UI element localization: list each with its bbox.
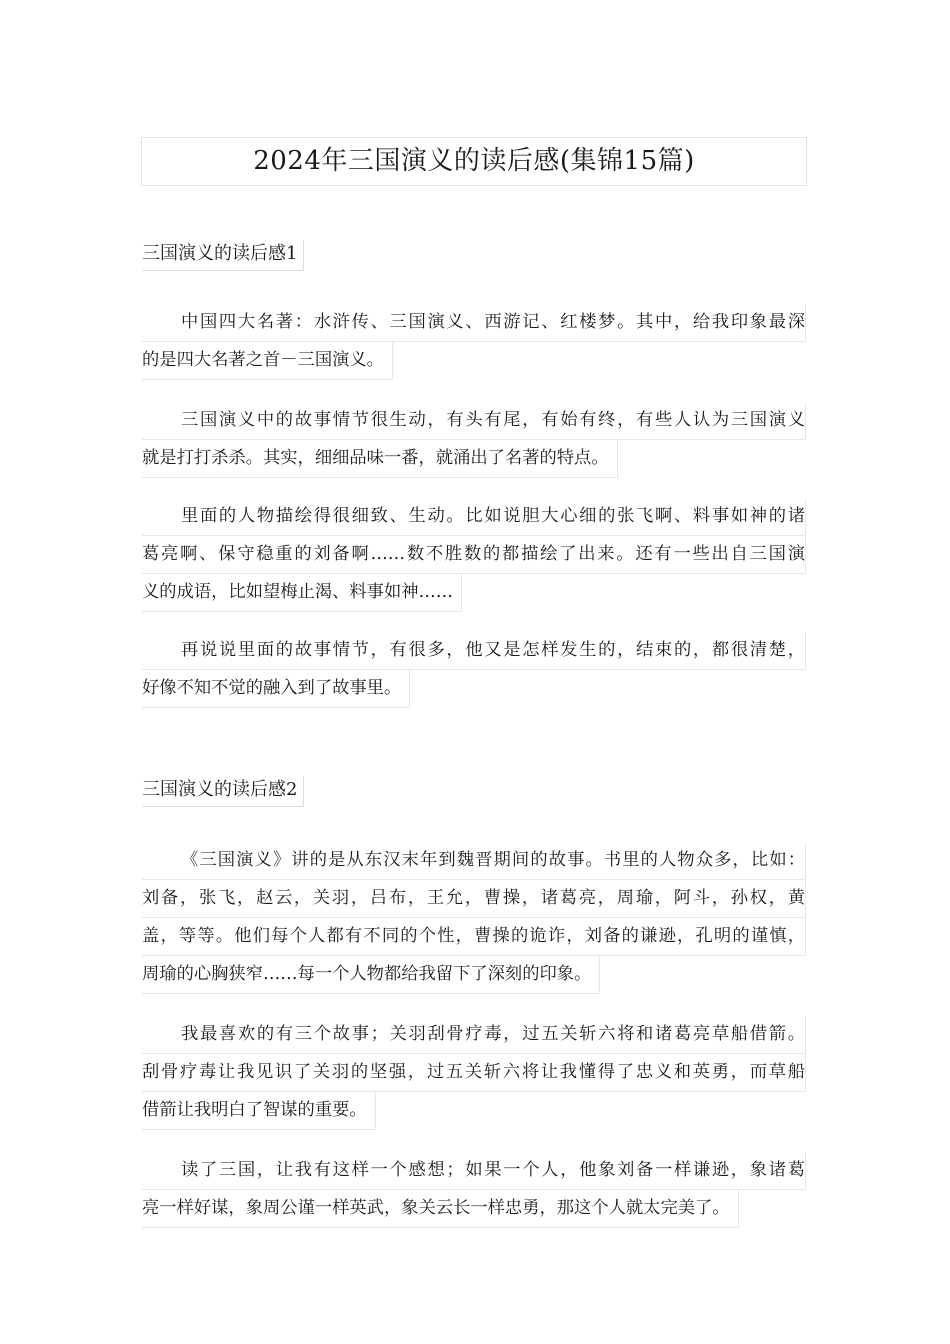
paragraph (142, 632, 806, 712)
paragraph-line: 里面的人物描绘得很细致、生动。比如说胆大心细的张飞啊、料事如神的诸 (142, 498, 806, 536)
paragraph-line: 我最喜欢的有三个故事；关羽刮骨疗毒，过五关斩六将和诸葛亮草船借箭。 (142, 1016, 806, 1054)
paragraph-line: 读了三国，让我有这样一个感想；如果一个人，他象刘备一样谦逊，象诸葛 (142, 1152, 806, 1190)
paragraph-line: 葛亮啊、保守稳重的刘备啊……数不胜数的都描绘了出来。还有一些出自三国演 (142, 536, 806, 574)
paragraph-line: 的是四大名著之首－三国演义。 (142, 342, 393, 380)
paragraph (142, 402, 806, 482)
paragraph (142, 304, 806, 384)
paragraph-line: 亮一样好谋，象周公谨一样英武，象关云长一样忠勇，那这个人就太完美了。 (142, 1190, 739, 1228)
paragraph-line: 就是打打杀杀。其实，细细品味一番，就涌出了名著的特点。 (142, 440, 618, 478)
paragraph (142, 498, 806, 616)
paragraph-line: 再说说里面的故事情节，有很多，他又是怎样发生的，结束的，都很清楚， (142, 632, 806, 670)
paragraph-line: 义的成语，比如望梅止渴、料事如神…… (142, 574, 462, 612)
paragraph-line: 三国演义中的故事情节很生动，有头有尾，有始有终，有些人认为三国演义 (142, 402, 806, 440)
section-heading-1: 三国演义的读后感1 (142, 240, 304, 271)
paragraph-line: 中国四大名著：水浒传、三国演义、西游记、红楼梦。其中，给我印象最深 (142, 304, 806, 342)
section-heading-2: 三国演义的读后感2 (142, 776, 304, 807)
document-title: 2024年三国演义的读后感(集锦15篇) (141, 137, 807, 186)
paragraph (142, 1152, 806, 1232)
paragraph-line: 借箭让我明白了智谋的重要。 (142, 1092, 376, 1130)
paragraph-line: 好像不知不觉的融入到了故事里。 (142, 670, 410, 708)
paragraph-line: 周瑜的心胸狭窄……每一个人物都给我留下了深刻的印象。 (142, 956, 600, 994)
paragraph-line: 刘备，张飞，赵云，关羽，吕布，王允，曹操，诸葛亮，周瑜，阿斗，孙权，黄 (142, 880, 806, 918)
paragraph-line: 刮骨疗毒让我见识了关羽的坚强，过五关斩六将让我懂得了忠义和英勇，而草船 (142, 1054, 806, 1092)
paragraph (142, 842, 806, 998)
paragraph-line: 《三国演义》讲的是从东汉末年到魏晋期间的故事。书里的人物众多，比如： (142, 842, 806, 880)
paragraph-line: 盖，等等。他们每个人都有不同的个性，曹操的诡诈，刘备的谦逊，孔明的谨慎， (142, 918, 806, 956)
paragraph (142, 1016, 806, 1134)
